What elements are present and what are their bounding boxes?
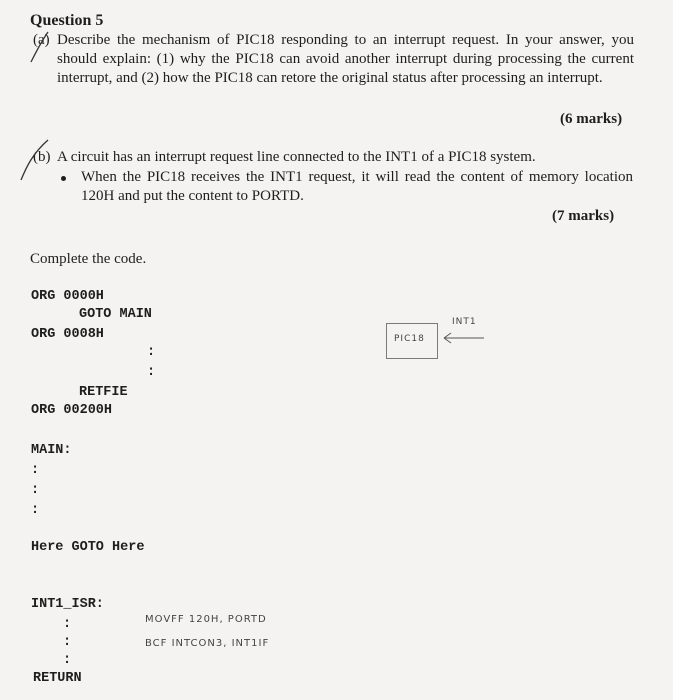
code-ellipsis: :: [31, 463, 40, 478]
part-b-marks: (7 marks): [552, 208, 615, 224]
check-mark-icon: [18, 136, 50, 184]
code-ellipsis: :: [147, 345, 156, 360]
handwritten-movff: MOVFF 120H, PORTD: [145, 614, 267, 625]
instruction-text: Complete the code.: [30, 251, 147, 267]
handwritten-bcf: BCF INTCON3, INT1IF: [145, 638, 270, 649]
code-return: RETURN: [33, 671, 82, 686]
pic18-diagram-label: PIC18: [394, 334, 425, 344]
part-b-text: A circuit has an interrupt request line connected to the INT1 of a PIC18 system.: [57, 149, 536, 165]
arrow-left-icon: [440, 330, 488, 346]
check-mark-icon: [28, 30, 50, 66]
part-a-text: Describe the mechanism of PIC18 responding to an interrupt request. In your answer, you should explain: (1) why the PIC18 can avoid another interrupt during processing the current interrupt, and (2) how the PIC18 can retore the original status after processing an interrupt.: [57, 32, 634, 86]
code-retfie: RETFIE: [79, 385, 128, 400]
part-b-marker: (b): [33, 149, 51, 165]
code-ellipsis: :: [31, 483, 40, 498]
code-goto-main: GOTO MAIN: [79, 307, 152, 322]
bullet-icon: [61, 176, 66, 181]
pic18-diagram-box: [386, 323, 438, 359]
int1-diagram-label: INT1: [452, 317, 477, 327]
code-ellipsis: :: [31, 503, 40, 518]
question-title: Question 5: [30, 12, 104, 29]
code-isr-label: INT1_ISR:: [31, 597, 104, 612]
code-main-label: MAIN:: [31, 443, 72, 458]
part-a-marker: (a): [33, 32, 50, 48]
code-org-0000: ORG 0000H: [31, 289, 104, 304]
code-ellipsis: :: [63, 653, 72, 668]
code-here-loop: Here GOTO Here: [31, 540, 145, 555]
code-org-00200: ORG 00200H: [31, 403, 113, 418]
part-b-bullet: When the PIC18 receives the INT1 request, it will read the content of memory location 120H and put the content to PORTD.: [81, 169, 633, 204]
code-ellipsis: :: [63, 635, 72, 650]
code-ellipsis: :: [147, 365, 156, 380]
code-org-0008: ORG 0008H: [31, 327, 104, 342]
code-ellipsis: :: [63, 617, 72, 632]
part-a-marks: (6 marks): [560, 111, 623, 127]
